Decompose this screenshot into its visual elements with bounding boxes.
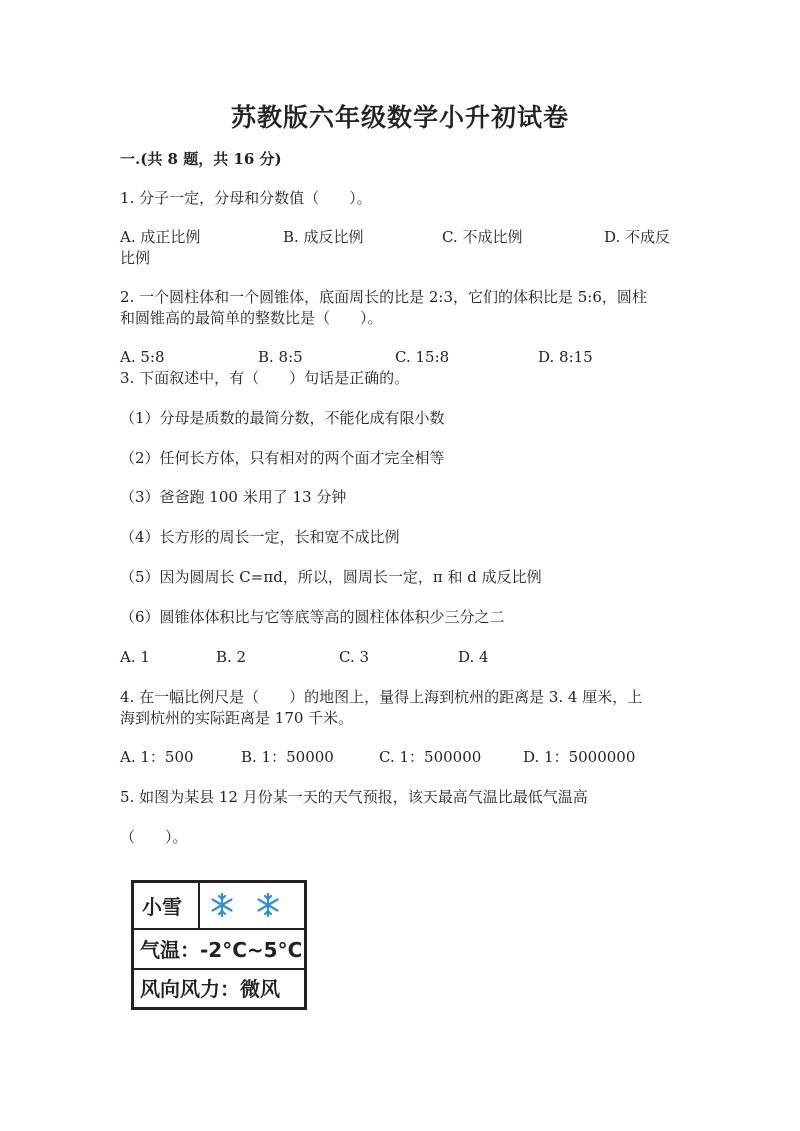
snowflake-icon <box>254 891 282 919</box>
option-a: A. 1 <box>120 648 150 666</box>
statement-5: （5）因为圆周长 C=πd，所以，圆周长一定，π 和 d 成反比例 <box>120 568 542 586</box>
option-d: D. 8:15 <box>538 348 593 366</box>
option-c: C. 1：500000 <box>379 748 482 766</box>
question-1-options <box>120 226 680 248</box>
option-b: B. 1：50000 <box>241 748 334 766</box>
option-d: D. 4 <box>458 648 489 666</box>
option-a: A. 5:8 <box>120 348 165 366</box>
question-5-stem-line-1: 5. 如图为某县 12 月份某一天的天气预报，该天最高气温比最低气温高 <box>120 788 588 806</box>
weather-row-condition <box>134 883 304 930</box>
option-d: D. 不成反 <box>604 228 671 246</box>
question-3-stem: 3. 下面叙述中，有（ ）句话是正确的。 <box>120 369 410 387</box>
section-heading: 一.(共 8 题，共 16 分) <box>120 150 282 168</box>
question-1-stem: 1. 分子一定，分母和分数值（ ）。 <box>120 189 372 207</box>
question-4-stem-line-2: 海到杭州的实际距离是 170 千米。 <box>120 709 354 727</box>
cell-divider <box>198 883 200 928</box>
weather-condition-label: 小雪 <box>142 895 182 919</box>
option-c: C. 3 <box>339 648 370 666</box>
question-2-stem-line-1: 2. 一个圆柱体和一个圆锥体，底面周长的比是 2:3，它们的体积比是 5:6，圆柱 <box>120 288 647 306</box>
option-a: A. 1：500 <box>120 748 194 766</box>
statement-6: （6）圆锥体体积比与它等底等高的圆柱体体积少三分之二 <box>120 608 505 626</box>
question-1-option-d-wrap: 比例 <box>120 249 151 267</box>
statement-1: （1）分母是质数的最简分数，不能化成有限小数 <box>120 409 445 427</box>
question-2-stem-line-2: 和圆锥高的最简单的整数比是（ ）。 <box>120 309 383 327</box>
option-c: C. 不成比例 <box>442 228 523 246</box>
weather-row-wind <box>134 968 304 1007</box>
wind-label: 风向风力：微风 <box>140 977 280 1001</box>
statement-3: （3）爸爸跑 100 米用了 13 分钟 <box>120 488 347 506</box>
option-b: B. 2 <box>216 648 247 666</box>
option-a: A. 成正比例 <box>120 228 201 246</box>
temperature-label: 气温：-2°C~5°C <box>140 937 303 962</box>
question-4-stem-line-1: 4. 在一幅比例尺是（ ）的地图上，量得上海到杭州的距离是 3. 4 厘米，上 <box>120 688 643 706</box>
question-3-options <box>120 646 680 668</box>
option-b: B. 成反比例 <box>283 228 364 246</box>
option-c: C. 15:8 <box>395 348 450 366</box>
question-5-stem-line-2: （ ）。 <box>120 828 188 846</box>
option-d: D. 1：5000000 <box>523 748 636 766</box>
option-b: B. 8:5 <box>258 348 303 366</box>
weather-row-temperature <box>134 928 304 970</box>
snowflake-icon <box>208 891 236 919</box>
statement-4: （4）长方形的周长一定，长和宽不成比例 <box>120 528 400 546</box>
page-title: 苏教版六年级数学小升初试卷 <box>230 103 569 132</box>
weather-forecast-figure <box>131 880 307 1010</box>
question-2-options <box>120 346 680 368</box>
statement-2: （2）任何长方体，只有相对的两个面才完全相等 <box>120 449 445 467</box>
question-4-options <box>120 746 680 768</box>
